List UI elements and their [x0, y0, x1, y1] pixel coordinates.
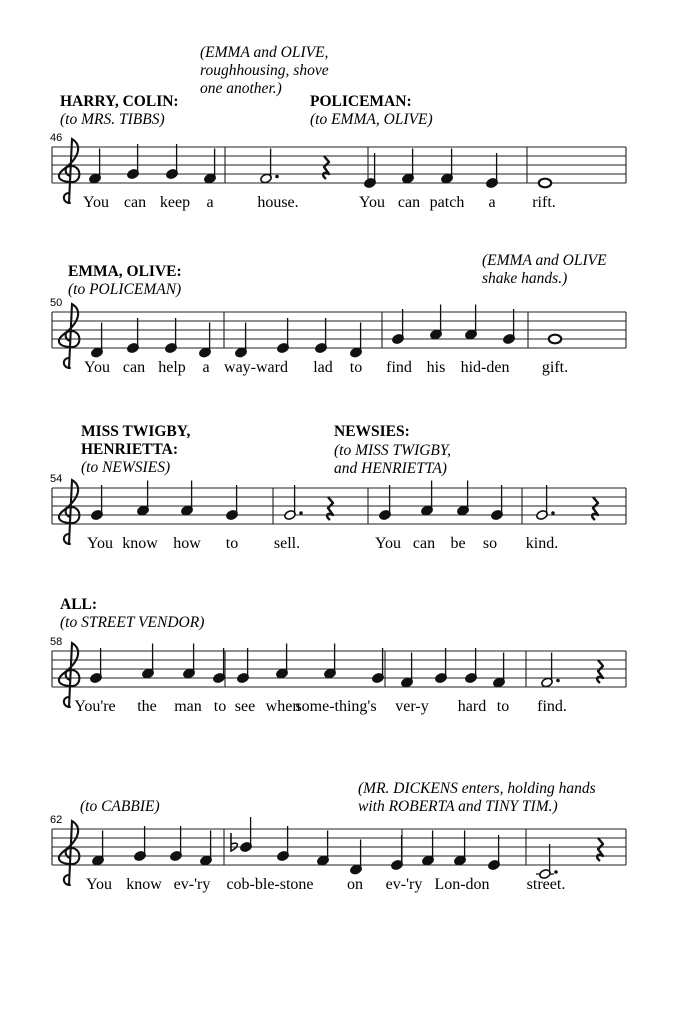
note: [350, 840, 363, 876]
lyric-syllable: how: [173, 535, 201, 552]
lyric-syllable: You: [83, 194, 109, 211]
note: [317, 831, 330, 867]
treble-clef-icon: [59, 821, 79, 885]
quarter-rest: [323, 156, 329, 179]
note: [454, 831, 467, 867]
lyric-syllable: man: [174, 698, 202, 715]
performance-direction: (to POLICEMAN): [68, 281, 182, 298]
character-name: HENRIETTA:: [81, 441, 179, 458]
notehead: [539, 179, 551, 188]
performance-direction: and HENRIETTA): [334, 460, 447, 477]
stage-direction: (EMMA and OLIVE: [482, 252, 607, 269]
note: [536, 844, 558, 880]
note: [457, 481, 470, 517]
lyric-syllable: lad: [313, 359, 333, 376]
lyric-syllable: so: [482, 535, 498, 552]
note: [137, 481, 150, 517]
lyric-syllable: to: [213, 698, 227, 715]
note: [435, 648, 448, 684]
lyric-syllable: know: [122, 535, 158, 552]
lyric-syllable: the: [137, 698, 157, 715]
treble-clef-icon: [59, 304, 79, 368]
augmentation-dot: [556, 679, 560, 683]
note: [127, 318, 140, 354]
lyric-syllable: You: [375, 535, 401, 552]
measure-number: 50: [50, 297, 63, 309]
note: [226, 485, 239, 521]
lyric-syllable: help: [158, 359, 186, 376]
note: [391, 835, 404, 871]
note: [350, 323, 363, 359]
quarter-rest: [327, 497, 333, 520]
lyric-syllable: when: [265, 698, 301, 715]
lyric-syllable: rift.: [532, 194, 556, 211]
note: [235, 323, 248, 359]
note: [430, 305, 443, 341]
note: [392, 309, 405, 345]
note: [142, 644, 155, 680]
augmentation-dot: [299, 511, 303, 515]
music-system: [50, 252, 626, 376]
performance-direction: (to CABBIE): [80, 798, 160, 815]
music-system: [50, 44, 626, 211]
note: [237, 648, 250, 684]
stage-direction: one another.): [200, 80, 282, 97]
lyric-syllable: You: [84, 359, 110, 376]
lyric-syllable: gift.: [541, 359, 569, 376]
note: [379, 485, 392, 521]
lyric-syllable: his: [426, 359, 446, 376]
lyric-syllable: You're: [74, 698, 116, 715]
note: [200, 831, 213, 867]
lyric-syllable: a: [202, 359, 210, 376]
lyric-syllable: ev-'ry: [173, 876, 211, 893]
lyric-syllable: You: [86, 876, 112, 893]
augmentation-dot: [551, 511, 555, 515]
lyric-syllable: on: [347, 876, 363, 893]
note: [422, 831, 435, 867]
measure-number: 46: [50, 132, 63, 144]
lyric-syllable: cob-ble-stone: [226, 876, 314, 893]
lyric-syllable: to: [496, 698, 510, 715]
note: [488, 835, 501, 871]
note: [165, 318, 178, 354]
treble-clef-icon: [59, 139, 79, 203]
note: [277, 318, 290, 354]
measure-number: 54: [50, 473, 63, 485]
note: [276, 644, 289, 680]
notehead: [549, 335, 561, 344]
stage-direction: with ROBERTA and TINY TIM.): [358, 798, 558, 815]
lyric-syllable: Lon-don: [434, 876, 490, 893]
character-name: HARRY, COLIN:: [60, 93, 179, 110]
performance-direction: (to MRS. TIBBS): [60, 111, 165, 128]
quarter-rest: [597, 660, 603, 683]
note: [465, 305, 478, 341]
lyric-syllable: can: [397, 194, 421, 211]
lyric-syllable: some-thing's: [295, 698, 377, 715]
note: [199, 323, 212, 359]
lyric-syllable: to: [225, 535, 239, 552]
note: [170, 826, 183, 862]
music-system: [50, 423, 626, 552]
performance-direction: (to STREET VENDOR): [60, 614, 205, 631]
quarter-rest: [597, 838, 603, 861]
note: [89, 149, 102, 185]
note: [402, 149, 415, 185]
character-name: ALL:: [60, 596, 98, 613]
flat-icon: [231, 833, 237, 851]
lyric-syllable: see: [234, 698, 256, 715]
lyric-syllable: a: [206, 194, 214, 211]
note: [539, 179, 551, 188]
lyric-syllable: be: [450, 535, 466, 552]
lyric-syllable: You: [87, 535, 113, 552]
note: [260, 149, 279, 185]
stage-direction: roughhousing, shove: [200, 62, 329, 79]
lyric-syllable: hid-den: [460, 359, 510, 376]
stage-direction: (EMMA and OLIVE,: [200, 44, 329, 61]
note: [541, 653, 560, 689]
augmentation-dot: [275, 175, 279, 179]
character-name: MISS TWIGBY,: [81, 423, 191, 440]
note: [277, 826, 290, 862]
lyric-syllable: house.: [257, 194, 299, 211]
note: [183, 644, 196, 680]
note: [90, 648, 103, 684]
lyric-syllable: a: [488, 194, 496, 211]
note: [92, 831, 105, 867]
measure-number: 62: [50, 814, 63, 826]
lyric-syllable: find.: [537, 698, 567, 715]
lyric-syllable: patch: [429, 194, 465, 211]
note: [493, 653, 506, 689]
lyric-syllable: know: [126, 876, 162, 893]
lyric-syllable: kind.: [525, 535, 559, 552]
lyric-syllable: ver-y: [395, 698, 429, 715]
note: [503, 309, 516, 345]
note: [441, 149, 454, 185]
performance-direction: (to NEWSIES): [81, 459, 171, 476]
lyric-syllable: way-ward: [224, 359, 288, 376]
note: [166, 144, 179, 180]
lyric-syllable: hard: [457, 698, 487, 715]
note: [204, 149, 217, 185]
note: [134, 826, 147, 862]
lyric-syllable: ev-'ry: [385, 876, 423, 893]
lyric-syllable: can: [412, 535, 436, 552]
lyric-syllable: keep: [159, 194, 191, 211]
quarter-rest: [592, 497, 598, 520]
character-name: EMMA, OLIVE:: [68, 263, 182, 280]
note: [91, 485, 104, 521]
note: [315, 318, 328, 354]
treble-clef-icon: [59, 480, 79, 544]
augmentation-dot: [554, 870, 558, 874]
lyric-syllable: find: [386, 359, 412, 376]
note: [372, 648, 385, 684]
note: [486, 153, 499, 189]
performance-direction: (to EMMA, OLIVE): [310, 111, 433, 128]
character-name: POLICEMAN:: [310, 93, 412, 110]
lyric-syllable: sell.: [273, 535, 301, 552]
note: [421, 481, 434, 517]
measure-number: 58: [50, 636, 63, 648]
note: [127, 144, 140, 180]
note: [491, 485, 504, 521]
note: [213, 648, 226, 684]
stage-direction: shake hands.): [482, 270, 568, 287]
lyric-syllable: to: [349, 359, 363, 376]
lyric-syllable: can: [122, 359, 146, 376]
lyric-syllable: street.: [526, 876, 566, 893]
character-name: NEWSIES:: [334, 423, 410, 440]
music-system: [50, 596, 626, 715]
lyric-syllable: can: [123, 194, 147, 211]
note: [465, 648, 478, 684]
note: [401, 653, 414, 689]
note: [324, 644, 337, 680]
music-system: [50, 780, 626, 893]
note: [364, 153, 377, 189]
note: [181, 481, 194, 517]
stage-direction: (MR. DICKENS enters, holding hands: [358, 780, 596, 797]
note: [91, 323, 104, 359]
note: [549, 335, 561, 344]
lyric-syllable: You: [359, 194, 385, 211]
performance-direction: (to MISS TWIGBY,: [334, 442, 451, 459]
